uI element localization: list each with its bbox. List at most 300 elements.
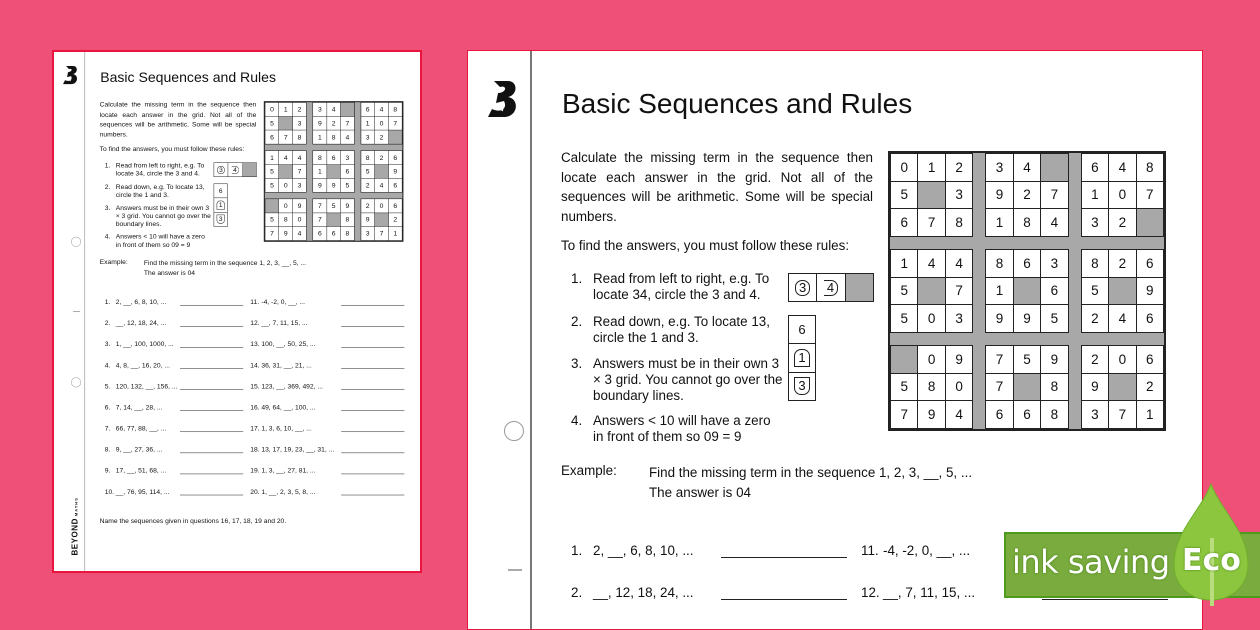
example-digit: 1 <box>217 201 225 210</box>
shaded-cell[interactable] <box>1041 154 1067 181</box>
question-number: 9. <box>104 466 111 475</box>
shaded-cell[interactable] <box>327 165 340 178</box>
grid-cell[interactable]: 8 <box>327 130 340 143</box>
question-number: 2. <box>571 585 583 600</box>
grid-cell[interactable]: 3 <box>986 154 1012 181</box>
shaded-cell[interactable] <box>1014 278 1040 305</box>
answer-line[interactable] <box>341 453 404 454</box>
grid-cell[interactable]: 4 <box>341 130 354 143</box>
grid-cell[interactable]: 6 <box>327 227 340 240</box>
grid-cell[interactable]: 4 <box>375 103 388 116</box>
question-number: 18. <box>250 445 260 454</box>
grid-cell[interactable]: 8 <box>1014 209 1040 236</box>
grid-cell[interactable]: 2 <box>1082 305 1108 332</box>
question-text: __, 7, 11, 15, ... <box>883 585 976 600</box>
rule-number: 2. <box>104 183 111 191</box>
grid-cell[interactable]: 0 <box>279 179 292 192</box>
shaded-cell[interactable] <box>327 213 340 226</box>
grid-cell[interactable]: 5 <box>891 182 917 209</box>
grid-cell[interactable]: 7 <box>293 165 306 178</box>
question-number: 10. <box>104 487 115 496</box>
grid-cell[interactable]: 0 <box>918 346 944 373</box>
grid-block <box>1081 249 1164 333</box>
grid-block <box>313 150 355 192</box>
question-number: 2. <box>104 319 111 327</box>
grid-cell[interactable]: 8 <box>389 103 402 116</box>
grid-cell[interactable]: 7 <box>341 117 354 130</box>
question-text: 120, 132, __, 156, ... <box>115 382 178 390</box>
grid-cell[interactable]: 7 <box>1137 182 1163 209</box>
grid-cell[interactable]: 6 <box>986 401 1012 428</box>
grid-cell[interactable]: 6 <box>1041 278 1067 305</box>
rule-text: Read from left to right, e.g. To locate 34, circle the 3 and 4. <box>115 161 205 178</box>
answer-grid <box>264 101 404 242</box>
grid-cell[interactable]: 1 <box>986 278 1012 305</box>
grid-cell[interactable]: 0 <box>293 213 306 226</box>
grid-cell[interactable]: 6 <box>341 165 354 178</box>
question-text: 49, 64, __, 100, ... <box>261 403 316 411</box>
shaded-cell[interactable] <box>279 165 292 178</box>
example-digit: 1 <box>794 349 809 367</box>
example-digit: 3 <box>794 377 809 395</box>
grid-cell[interactable]: 5 <box>891 278 917 305</box>
question-number: 12. <box>250 319 260 327</box>
grid-cell[interactable]: 9 <box>986 182 1012 209</box>
grid-cell[interactable]: 7 <box>279 130 292 143</box>
grid-cell[interactable]: 5 <box>891 305 917 332</box>
question-number: 1. <box>571 543 583 558</box>
shaded-cell[interactable] <box>1014 374 1040 401</box>
grid-block <box>985 249 1068 333</box>
grid-cell[interactable]: 0 <box>1109 346 1135 373</box>
grid-cell[interactable]: 8 <box>313 151 326 164</box>
grid-cell[interactable]: 6 <box>1014 401 1040 428</box>
grid-block <box>313 199 355 241</box>
punch-hole <box>71 237 81 247</box>
grid-block <box>985 345 1068 429</box>
question-text: __, 12, 18, 24, ... <box>593 585 694 600</box>
question-number: 4. <box>104 361 111 369</box>
intro-text: Calculate the missing term in the sequence then locate each answer in the grid. Not all of the sequences will be arithmetic. Some will be special numbers. <box>561 150 873 224</box>
grid-cell[interactable]: 2 <box>361 199 374 212</box>
grid-cell[interactable]: 6 <box>1137 250 1163 277</box>
fold-mark <box>508 569 522 571</box>
grid-cell[interactable]: 8 <box>341 213 354 226</box>
example-column-box <box>788 315 816 401</box>
grid-block <box>361 199 403 241</box>
answer-line[interactable] <box>341 347 404 348</box>
answer-line[interactable] <box>180 495 243 496</box>
grid-cell[interactable]: 2 <box>327 117 340 130</box>
question-text: 13, 17, 19, 23, __, 31, ... <box>261 445 335 454</box>
example-digit: 3 <box>795 280 810 296</box>
grid-cell[interactable]: 2 <box>389 213 402 226</box>
grid-cell[interactable]: 9 <box>918 401 944 428</box>
grid-cell[interactable]: 3 <box>361 130 374 143</box>
grid-cell[interactable]: 7 <box>986 346 1012 373</box>
example-digit: 6 <box>789 316 815 344</box>
grid-cell[interactable]: 1 <box>265 151 278 164</box>
grid-cell[interactable]: 7 <box>891 401 917 428</box>
question-text: 2, __, 6, 8, 10, ... <box>115 297 167 306</box>
question-text: 123, __, 369, 492, ... <box>261 382 323 390</box>
shaded-cell[interactable] <box>341 103 354 116</box>
rule-number: 4. <box>571 413 583 428</box>
question-text: 17, __, 51, 68, ... <box>115 466 167 475</box>
shaded-cell[interactable] <box>279 117 292 130</box>
grid-cell[interactable]: 1 <box>1082 182 1108 209</box>
grid-cell[interactable]: 6 <box>1014 250 1040 277</box>
grid-cell[interactable]: 0 <box>375 117 388 130</box>
grid-cell[interactable]: 9 <box>341 199 354 212</box>
question-text: 100, __, 50, 25, ... <box>261 340 316 348</box>
grid-cell[interactable]: 1 <box>389 227 402 240</box>
grid-cell[interactable]: 0 <box>891 154 917 181</box>
grid-cell[interactable]: 6 <box>389 151 402 164</box>
answer-line[interactable] <box>341 326 404 327</box>
punch-hole <box>71 377 81 387</box>
grid-cell[interactable]: 4 <box>1109 305 1135 332</box>
grid-cell[interactable]: 9 <box>313 117 326 130</box>
rule-text: Read from left to right, e.g. To locate 34, circle the 3 and 4. <box>593 271 770 302</box>
grid-cell[interactable]: 9 <box>1137 278 1163 305</box>
grid-cell[interactable]: 6 <box>361 103 374 116</box>
rule-number: 3. <box>104 204 111 212</box>
example-answer: The answer is 04 <box>143 268 196 277</box>
question-text: -4, -2, 0, __, ... <box>883 543 971 558</box>
brand-name: BEYOND <box>71 518 80 556</box>
grid-cell[interactable]: 6 <box>1137 305 1163 332</box>
grid-block <box>361 102 403 144</box>
example-digit: 4 <box>232 166 239 174</box>
example-digit: 3 <box>217 166 225 174</box>
shaded-cell[interactable] <box>918 278 944 305</box>
rule-text: Answers must be in their own 3 × 3 grid. You cannot go over the boundary lines. <box>115 204 211 228</box>
grid-cell[interactable]: 7 <box>1041 182 1067 209</box>
example-question: Find the missing term in the sequence 1, 2, 3, __, 5, ... <box>649 465 973 480</box>
grid-cell[interactable]: 1 <box>1137 401 1163 428</box>
question-number: 20. <box>250 487 260 496</box>
grid-cell[interactable]: 6 <box>265 130 278 143</box>
grid-block <box>1081 345 1164 429</box>
brand-sub: MATHS <box>74 497 79 517</box>
example-row-box <box>214 162 257 177</box>
answer-line[interactable] <box>341 410 404 411</box>
grid-cell[interactable]: 1 <box>918 154 944 181</box>
shaded-cell[interactable] <box>1109 374 1135 401</box>
grid-cell[interactable]: 0 <box>1109 182 1135 209</box>
shaded-cell[interactable] <box>891 346 917 373</box>
question-number: 3. <box>104 340 111 348</box>
grid-cell[interactable]: 5 <box>265 117 278 130</box>
grid-block <box>890 153 973 237</box>
example-label: Example: <box>99 257 128 266</box>
grid-cell[interactable]: 7 <box>1109 401 1135 428</box>
grid-cell[interactable]: 9 <box>293 199 306 212</box>
question-text: 1, __, 100, 1000, ... <box>115 340 174 348</box>
rule-number: 3. <box>571 356 583 371</box>
grid-cell[interactable]: 1 <box>986 209 1012 236</box>
grid-cell[interactable]: 6 <box>389 179 402 192</box>
grid-cell[interactable]: 9 <box>1014 305 1040 332</box>
rule-number: 1. <box>104 161 111 169</box>
question-text: 4, 8, __, 16, 20, ... <box>115 361 170 369</box>
question-text: 7, 14, __, 28, ... <box>115 403 163 411</box>
grid-cell[interactable]: 5 <box>361 165 374 178</box>
grid-cell[interactable]: 7 <box>986 374 1012 401</box>
grid-cell[interactable]: 5 <box>265 165 278 178</box>
answer-line[interactable] <box>721 599 847 600</box>
grid-cell[interactable]: 3 <box>361 227 374 240</box>
grid-cell[interactable]: 3 <box>1082 209 1108 236</box>
grid-cell[interactable]: 9 <box>946 346 972 373</box>
answer-line[interactable] <box>721 557 847 558</box>
grid-cell[interactable]: 0 <box>265 103 278 116</box>
grid-cell[interactable]: 8 <box>1041 401 1067 428</box>
grid-cell[interactable]: 1 <box>313 165 326 178</box>
grid-cell[interactable]: 2 <box>361 179 374 192</box>
grid-cell[interactable]: 3 <box>1041 250 1067 277</box>
fold-mark <box>73 311 80 312</box>
grid-cell[interactable]: 2 <box>946 154 972 181</box>
eco-label: Eco <box>1182 543 1241 578</box>
grid-cell[interactable]: 3 <box>293 117 306 130</box>
grid-cell[interactable]: 1 <box>313 130 326 143</box>
grid-block <box>890 249 973 333</box>
question-number: 14. <box>250 361 260 369</box>
question-number: 6. <box>104 403 111 411</box>
grid-cell[interactable]: 3 <box>946 305 972 332</box>
grid-cell[interactable]: 8 <box>279 213 292 226</box>
grid-cell[interactable]: 5 <box>341 179 354 192</box>
rule-text: Answers < 10 will have a zero in front of them so 09 = 9 <box>115 232 205 249</box>
worksheet <box>53 51 422 573</box>
shaded-cell[interactable] <box>1109 278 1135 305</box>
grid-cell[interactable]: 3 <box>313 103 326 116</box>
grid-cell[interactable]: 4 <box>1014 154 1040 181</box>
grid-cell[interactable]: 1 <box>361 117 374 130</box>
question-number: 11. <box>861 543 879 558</box>
question-text: 1, 3, __, 27, 81, ... <box>261 466 316 475</box>
grid-cell[interactable]: 2 <box>375 151 388 164</box>
grid-cell[interactable]: 8 <box>986 250 1012 277</box>
grid-cell[interactable]: 4 <box>375 179 388 192</box>
grid-cell[interactable]: 3 <box>293 179 306 192</box>
grid-cell[interactable]: 8 <box>361 151 374 164</box>
grid-cell[interactable]: 8 <box>1082 250 1108 277</box>
rule-number: 1. <box>571 271 583 286</box>
grid-cell[interactable]: 0 <box>946 374 972 401</box>
question-text: __, 7, 11, 15, ... <box>261 319 308 327</box>
answer-line[interactable] <box>341 474 404 475</box>
rule-number: 4. <box>104 232 111 241</box>
question-number: 16. <box>250 403 260 411</box>
shaded-cell[interactable] <box>1137 209 1163 236</box>
intro-text: Calculate the missing term in the sequence then locate each answer in the grid. Not all of the sequences will be arithmetic. Some will be special numbers. <box>99 100 257 138</box>
rule-text: Read down, e.g. To locate 13, circle the 1 and 3. <box>115 183 205 199</box>
shaded-cell[interactable] <box>265 199 278 212</box>
grid-cell[interactable]: 5 <box>891 374 917 401</box>
example-column-box <box>214 184 228 227</box>
grid-cell[interactable]: 9 <box>1082 374 1108 401</box>
question-number: 1. <box>104 297 111 306</box>
grid-cell[interactable]: 6 <box>327 151 340 164</box>
grid-cell[interactable]: 3 <box>946 182 972 209</box>
answer-line[interactable] <box>1042 599 1168 600</box>
grid-cell[interactable]: 2 <box>1082 346 1108 373</box>
question-number: 13. <box>250 340 260 348</box>
answer-line[interactable] <box>341 305 404 306</box>
grid-cell[interactable]: 7 <box>946 278 972 305</box>
grid-cell[interactable]: 9 <box>279 227 292 240</box>
question-number: 15. <box>250 382 260 390</box>
grid-cell[interactable]: 6 <box>389 199 402 212</box>
example-row-box <box>788 273 874 302</box>
answer-line[interactable] <box>180 326 243 327</box>
rules-heading: To find the answers, you must follow these rules: <box>99 144 245 153</box>
grid-cell[interactable]: 7 <box>389 117 402 130</box>
grid-cell[interactable]: 7 <box>313 213 326 226</box>
shaded-cell[interactable] <box>389 130 402 143</box>
grid-cell[interactable]: 6 <box>1137 346 1163 373</box>
margin-line <box>84 51 85 573</box>
grid-cell[interactable]: 2 <box>375 130 388 143</box>
grid-cell[interactable]: 7 <box>918 209 944 236</box>
answer-line[interactable] <box>341 368 404 369</box>
grid-cell[interactable]: 4 <box>293 227 306 240</box>
question-number: 7. <box>104 424 111 433</box>
answer-line[interactable] <box>341 432 404 433</box>
grid-cell[interactable]: 4 <box>279 151 292 164</box>
grid-cell[interactable]: 2 <box>293 103 306 116</box>
question-number: 11. <box>250 297 260 306</box>
grid-cell[interactable]: 5 <box>327 199 340 212</box>
grid-cell[interactable]: 5 <box>1082 278 1108 305</box>
answer-line[interactable] <box>180 432 243 433</box>
grid-cell[interactable]: 8 <box>1041 374 1067 401</box>
ink-saving-label: ink saving <box>1012 543 1170 581</box>
grid-cell[interactable]: 4 <box>327 103 340 116</box>
grid-cell[interactable]: 9 <box>327 179 340 192</box>
answer-line[interactable] <box>180 347 243 348</box>
grid-block <box>890 345 973 429</box>
grid-cell[interactable]: 7 <box>265 227 278 240</box>
question-text: 9, __, 27, 36, ... <box>115 445 163 454</box>
rule-number: 2. <box>571 314 583 329</box>
grid-cell[interactable]: 5 <box>265 179 278 192</box>
beyond-logo-icon <box>486 79 520 119</box>
page-title: Basic Sequences and Rules <box>562 88 913 119</box>
shaded-cell[interactable] <box>375 213 388 226</box>
shaded-cell[interactable] <box>375 165 388 178</box>
grid-cell[interactable]: 8 <box>341 227 354 240</box>
grid-cell[interactable]: 5 <box>1041 305 1067 332</box>
grid-cell[interactable]: 7 <box>313 199 326 212</box>
example-answer: The answer is 04 <box>649 484 751 500</box>
footer-note: Name the sequences given in questions 16, 17, 18, 19 and 20. <box>99 516 287 525</box>
question-number: 19. <box>250 466 260 475</box>
grid-block <box>265 102 307 144</box>
grid-cell[interactable]: 1 <box>279 103 292 116</box>
grid-cell[interactable]: 8 <box>293 130 306 143</box>
example-digit: 3 <box>217 215 225 224</box>
question-text: 2, __, 6, 8, 10, ... <box>593 543 694 558</box>
grid-cell[interactable]: 1 <box>891 250 917 277</box>
grid-cell[interactable]: 4 <box>918 250 944 277</box>
grid-cell[interactable]: 0 <box>279 199 292 212</box>
example-text <box>649 463 972 502</box>
answer-line[interactable] <box>180 305 243 306</box>
grid-cell[interactable]: 4 <box>293 151 306 164</box>
answer-line[interactable] <box>180 410 243 411</box>
rules-heading: To find the answers, you must follow these rules: <box>561 238 850 253</box>
grid-cell[interactable]: 4 <box>946 401 972 428</box>
brand-logo <box>71 497 80 555</box>
grid-cell[interactable]: 5 <box>1014 346 1040 373</box>
grid-cell[interactable]: 3 <box>341 151 354 164</box>
grid-cell[interactable]: 9 <box>986 305 1012 332</box>
grid-cell[interactable]: 2 <box>1109 250 1135 277</box>
answer-grid <box>888 151 1166 431</box>
grid-cell[interactable]: 8 <box>918 374 944 401</box>
grid-cell[interactable]: 9 <box>313 179 326 192</box>
grid-cell[interactable]: 2 <box>1137 374 1163 401</box>
question-text: 36, 31, __, 21, ... <box>261 361 312 369</box>
answer-line[interactable] <box>180 474 243 475</box>
grid-cell[interactable]: 3 <box>1082 401 1108 428</box>
grid-block <box>985 153 1068 237</box>
question-text: 1, __, 2, 3, 5, 8, ... <box>261 487 316 496</box>
grid-block <box>265 199 307 241</box>
beyond-logo-icon <box>62 65 79 85</box>
grid-cell[interactable]: 4 <box>946 250 972 277</box>
grid-cell[interactable]: 4 <box>1041 209 1067 236</box>
grid-cell[interactable]: 4 <box>1109 154 1135 181</box>
grid-cell[interactable]: 8 <box>1137 154 1163 181</box>
grid-cell[interactable]: 6 <box>313 227 326 240</box>
margin-line <box>530 51 532 629</box>
shaded-cell <box>243 163 257 177</box>
grid-cell[interactable]: 2 <box>1014 182 1040 209</box>
grid-cell[interactable]: 2 <box>1109 209 1135 236</box>
worksheet-thumbnail <box>52 50 422 573</box>
grid-cell[interactable]: 9 <box>389 165 402 178</box>
grid-cell[interactable]: 0 <box>918 305 944 332</box>
shaded-cell <box>846 274 873 301</box>
rule-text: Answers < 10 will have a zero in front of them so 09 = 9 <box>593 413 771 444</box>
answer-line[interactable] <box>341 389 404 390</box>
answer-line[interactable] <box>180 389 243 390</box>
grid-cell[interactable]: 6 <box>891 209 917 236</box>
grid-cell[interactable]: 0 <box>375 199 388 212</box>
grid-cell[interactable]: 9 <box>1041 346 1067 373</box>
grid-block <box>265 150 307 192</box>
question-text: __, 12, 18, 24, ... <box>115 319 167 327</box>
shaded-cell[interactable] <box>918 182 944 209</box>
page-title: Basic Sequences and Rules <box>100 69 276 86</box>
grid-cell[interactable]: 8 <box>946 209 972 236</box>
grid-cell[interactable]: 7 <box>375 227 388 240</box>
answer-line[interactable] <box>341 495 404 496</box>
answer-line[interactable] <box>180 453 243 454</box>
question-text: 66, 77, 88, __, ... <box>115 424 167 433</box>
grid-cell[interactable]: 9 <box>361 213 374 226</box>
grid-block <box>361 150 403 192</box>
grid-cell[interactable]: 6 <box>1082 154 1108 181</box>
answer-line[interactable] <box>180 368 243 369</box>
grid-block <box>313 102 355 144</box>
grid-cell[interactable]: 5 <box>265 213 278 226</box>
